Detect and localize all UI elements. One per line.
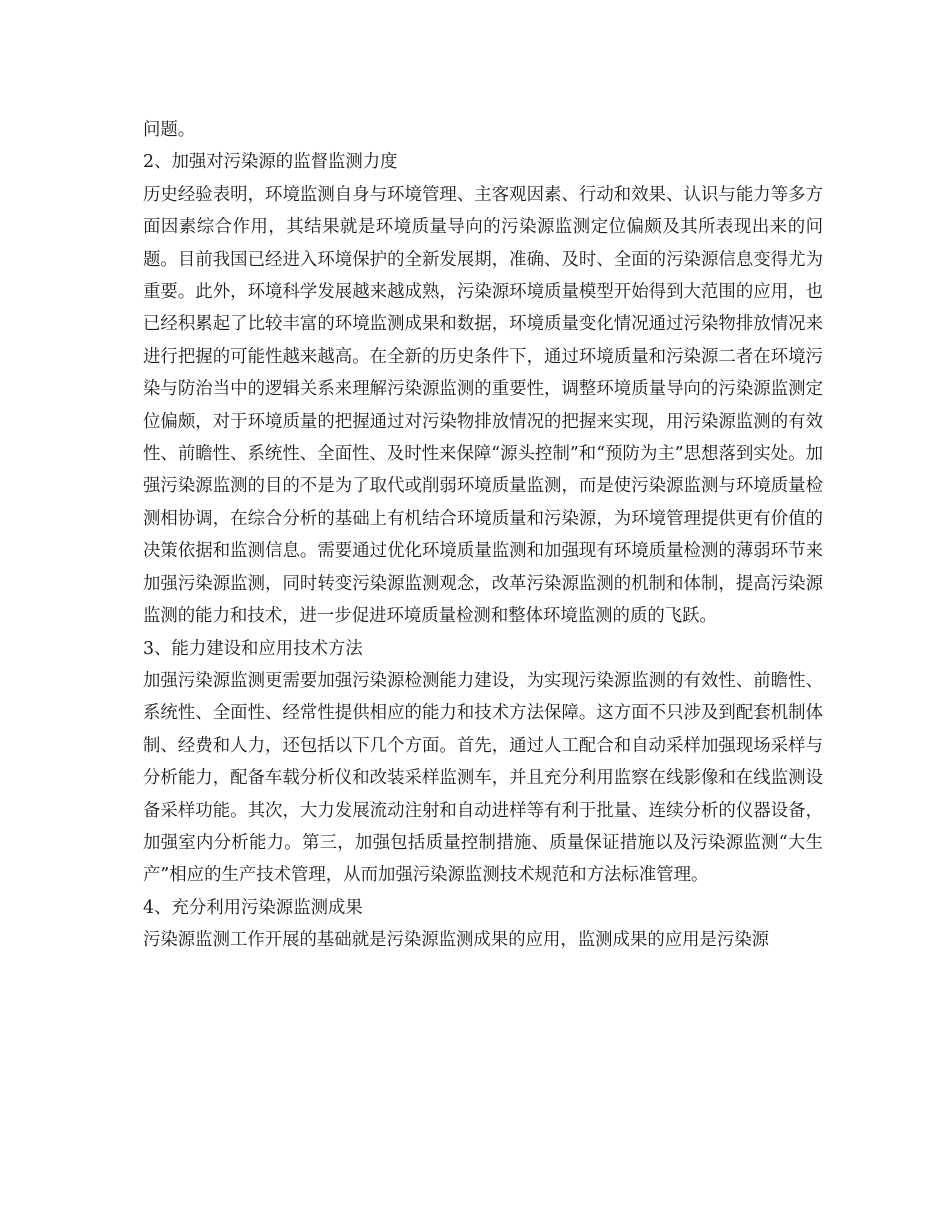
paragraph-continuation: 问题。 [143, 120, 196, 140]
section-heading-2: 2、加强对污染源的监督监测力度 [143, 152, 398, 173]
section-heading-4: 4、充分利用污染源监测成果 [143, 897, 363, 918]
paragraph-section-4: 污染源监测工作开展的基础就是污染源监测成果的应用，监测成果的应用是污染源 [143, 930, 770, 951]
document-body [143, 114, 823, 957]
paragraph-section-3: 加强污染源监测更需要加强污染源检测能力建设，为实现污染源监测的有效性、前瞻性、系统性、全面性、经常性提供相应的能力和技术方法保障。这方面不只涉及到配套机制体制、经费和人力，还包括以下几个方面。首先，通过人工配合和自动采样加强现场采样与分析能力，配备车载分析仪和改装采样监测车，并且充分利用监察在线影像和在线监测设备采样功能。其次，大力发展流动注射和自动进样等有利于批量、连续分析的仪器设备，加强室内分析能力。第三，加强包括质量控制措施、质量保证措施以及污染源监测“大生产”相应的生产技术管理，从而加强污染源监测技术规范和方法标准管理。 [143, 670, 823, 886]
paragraph-section-2: 历史经验表明，环境监测自身与环境管理、主客观因素、行动和效果、认识与能力等多方面因素综合作用，其结果就是环境质量导向的污染源监测定位偏颇及其所表现出来的问题。目前我国已经进入环境保护的全新发展期，准确、及时、全面的污染源信息变得尤为重要。此外，环境科学发展越来越成熟，污染源环境质量模型开始得到大范围的应用，也已经积累起了比较丰富的环境监测成果和数据，环境质量变化情况通过污染物排放情况来进行把握的可能性越来越高。在全新的历史条件下，通过环境质量和污染源二者在环境污染与防治当中的逻辑关系来理解污染源监测的重要性，调整环境质量导向的污染源监测定位偏颇，对于环境质量的把握通过对污染物排放情况的把握来实现，用污染源监测的有效性、前瞻性、系统性、全面性、及时性来保障“源头控制”和“预防为主”思想落到实处。加强污染源监测的目的不是为了取代或削弱环境质量监测，而是使污染源监测与环境质量检测相协调，在综合分析的基础上有机结合环境质量和污染源，为环境管理提供更有价值的决策依据和监测信息。需要通过优化环境质量监测和加强现有环境质量检测的薄弱环节来加强污染源监测，同时转变污染源监测观念，改革污染源监测的机制和体制，提高污染源监测的能力和技术，进一步促进环境质量检测和整体环境监测的质的飞跃。 [143, 184, 823, 627]
section-heading-3: 3、能力建设和应用技术方法 [143, 638, 363, 659]
